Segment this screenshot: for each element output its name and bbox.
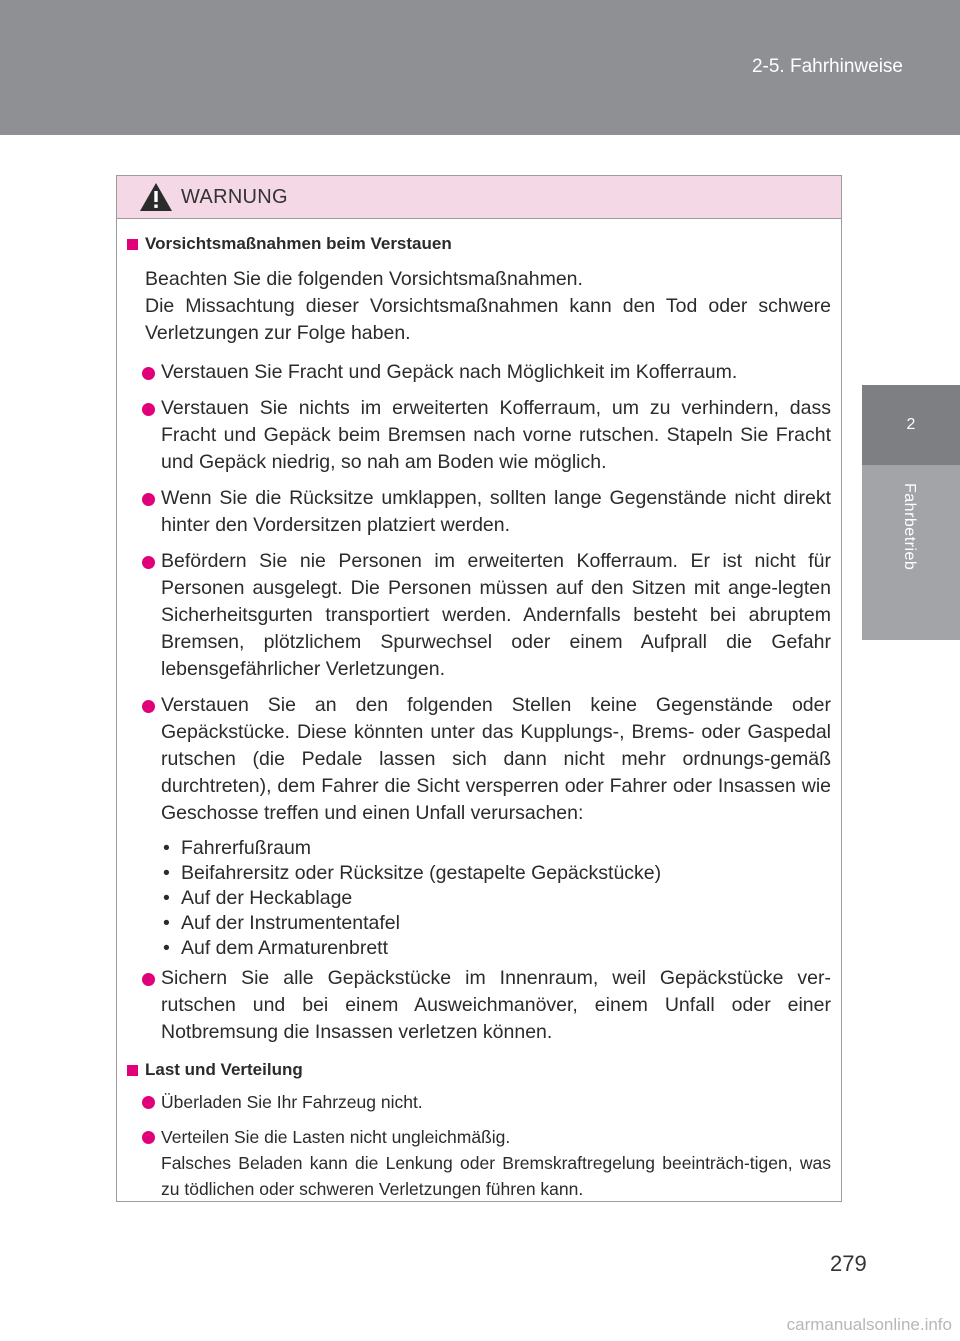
list-item: Verstauen Sie nichts im erweiterten Kofferraum, um zu verhindern, dass Fracht und Gepäck beim Bremsen nach vorne rutschen. Stapeln Sie Fracht und Gepäck niedrig, so nah am Boden wie möglich. [127, 395, 831, 476]
warning-triangle-icon [139, 182, 173, 212]
sublist-item: • Auf der Instrumententafel [161, 911, 831, 936]
list-item: Verstauen Sie an den folgenden Stellen keine Gegenstände oder Gepäckstücke. Diese könnten unter das Kupplungs-, Brems- oder Gaspedal rutschen (die Pedale lassen sich dann nicht mehr ordnungs-gemäß durchtreten), dem Fahrer die Sicht versperren oder Fahrer oder Insassen wie Geschosse treffen und einen Unfall verursachen: [127, 692, 831, 827]
square-bullet-icon [127, 239, 138, 250]
bullet-dot-icon [142, 493, 155, 506]
list-item: Überladen Sie Ihr Fahrzeug nicht. [127, 1089, 831, 1115]
location-sublist [127, 836, 831, 961]
warning-box [116, 175, 842, 1202]
list-item: Verteilen Sie die Lasten nicht ungleichmäßig. Falsches Beladen kann die Lenkung oder Bremskraftregelung beeinträch-tigen, was zu tödlichen oder schweren Verletzungen führen kann. [127, 1124, 831, 1202]
sublist-item: • Auf der Heckablage [161, 886, 831, 911]
chapter-tab-label[interactable] [862, 465, 960, 640]
sublist-item: • Beifahrersitz oder Rücksitze (gestapelte Gepäckstücke) [161, 861, 831, 886]
section-heading-storage: Vorsichtsmaßnahmen beim Verstauen [127, 234, 831, 254]
bullet-dot-icon [142, 1096, 155, 1109]
square-bullet-icon [127, 1065, 138, 1076]
sublist-item: • Auf dem Armaturenbrett [161, 936, 831, 961]
list-item: Befördern Sie nie Personen im erweiterten Kofferraum. Er ist nicht für Personen ausgelegt. Die Personen müssen auf den Sitzen mit ange-legten Sicherheitsgurten transportiert werden. Andernfalls besteht bei abruptem Bremsen, plötzlichem Spurwechsel oder einem Aufprall die Gefahr lebensgefährlicher Verletzungen. [127, 548, 831, 683]
sublist-item: • Fahrerfußraum [161, 836, 831, 861]
list-item: Wenn Sie die Rücksitze umklappen, sollten lange Gegenstände nicht direkt hinter den Vordersitzen platziert werden. [127, 485, 831, 539]
section-heading-load: Last und Verteilung [127, 1060, 831, 1080]
chapter-tab-number[interactable]: 2 [862, 385, 960, 465]
bullet-dot-icon [142, 556, 155, 569]
bullet-dot-icon [142, 700, 155, 713]
bullet-dot-icon [142, 367, 155, 380]
warning-header [117, 176, 841, 219]
list-item: Verstauen Sie Fracht und Gepäck nach Möglichkeit im Kofferraum. [127, 359, 831, 386]
page-number: 279 [830, 1251, 867, 1276]
bullet-dot-icon [142, 1131, 155, 1144]
warning-content [127, 234, 831, 1202]
intro-text: Beachten Sie die folgenden Vorsichtsmaßnahmen. [145, 268, 583, 290]
chapter-tab-label-text: Fahrbetrieb [901, 483, 918, 571]
watermark: carmanualsonline.info [786, 1315, 952, 1334]
header-bar [0, 0, 960, 135]
intro-text-2: Die Missachtung dieser Vorsichtsmaßnahmen kann den Tod oder schwere Verletzungen zur Folge haben. [145, 295, 831, 344]
section-title: 2-5. Fahrhinweise [751, 56, 903, 77]
list-item: Sichern Sie alle Gepäckstücke im Innenraum, weil Gepäckstücke ver-rutschen und bei einem Ausweichmanöver, einem Unfall oder einer Notbremsung die Insassen verletzen können. [127, 965, 831, 1046]
warning-title: WARNUNG [181, 185, 288, 208]
bullet-dot-icon [142, 973, 155, 986]
bullet-dot-icon [142, 403, 155, 416]
